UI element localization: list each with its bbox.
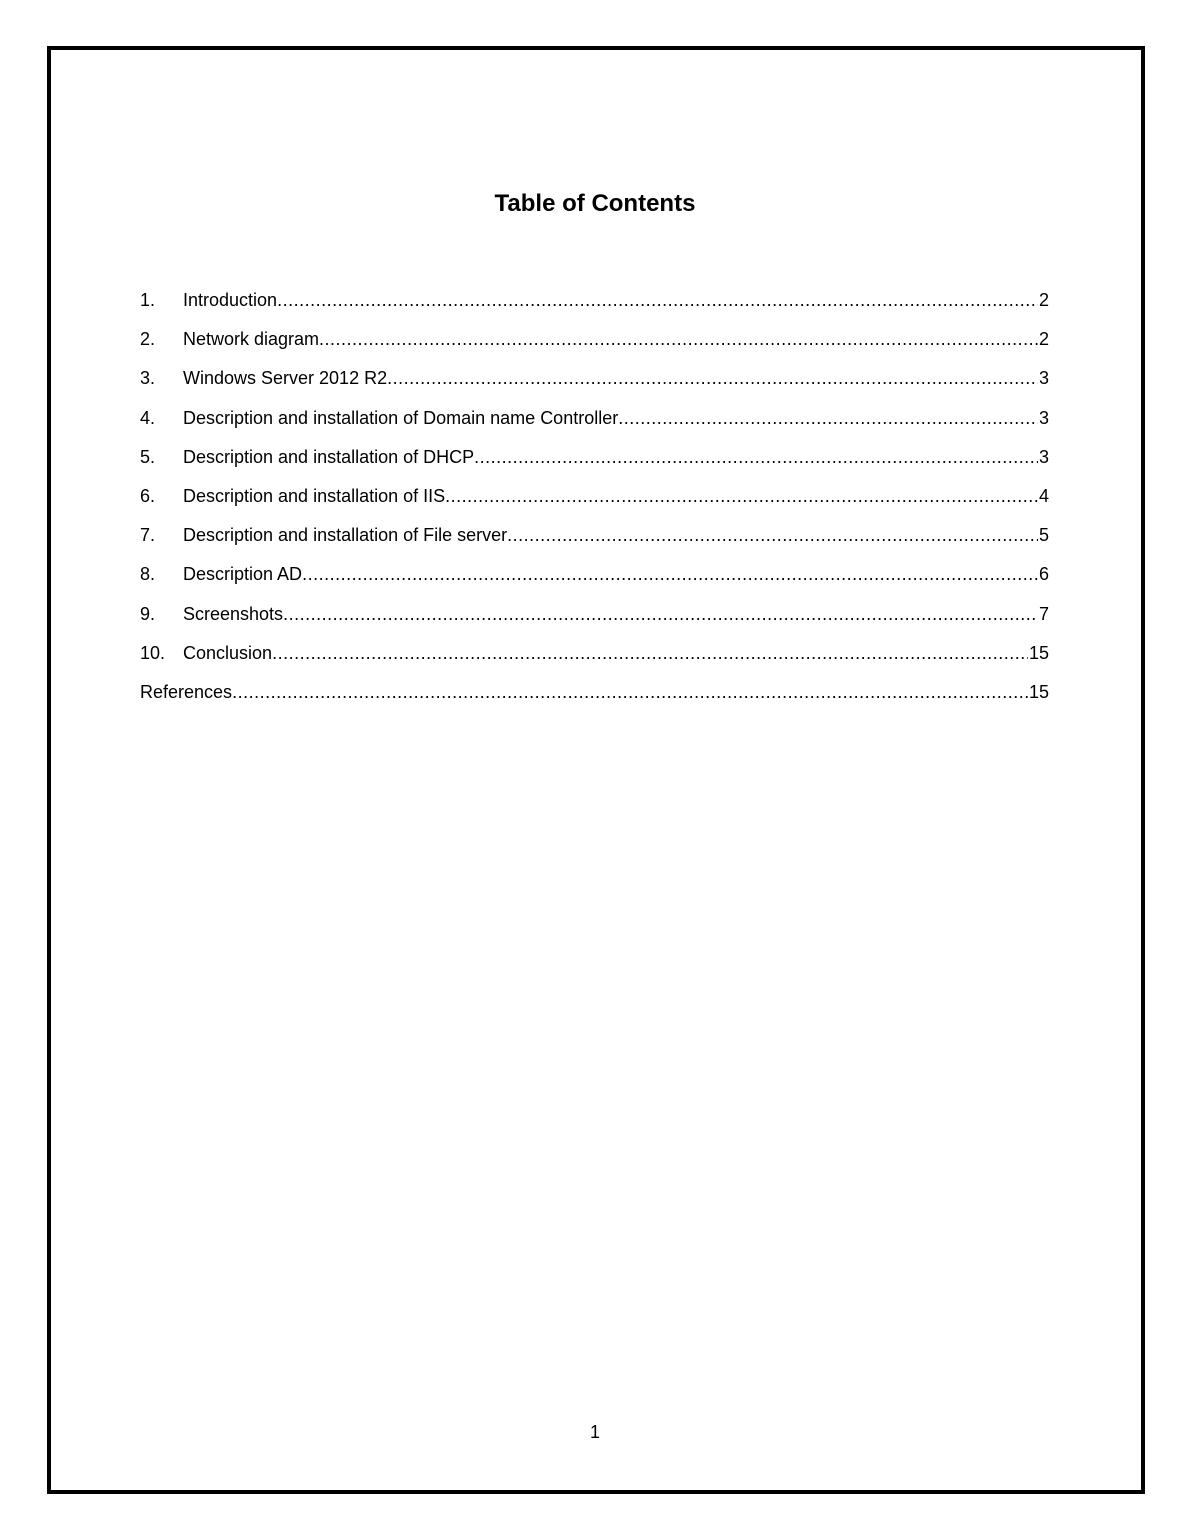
toc-entry-conclusion[interactable] [140, 639, 1049, 678]
toc-entry-page: 3 [1038, 368, 1049, 389]
toc-entry-page: 2 [1038, 290, 1049, 310]
toc-entry-text: Description AD [183, 564, 303, 585]
toc-leader-dots [474, 443, 1038, 471]
toc-entry-domain-controller[interactable] [140, 404, 1049, 443]
toc-leader-dots [302, 560, 1038, 588]
toc-entry-number: 3. [140, 368, 156, 389]
toc-entry-number: 6. [140, 485, 156, 506]
toc-title: Table of Contents [494, 190, 696, 217]
toc-entry-windows-server[interactable] [140, 364, 1049, 403]
toc-entry-text: Network diagram [183, 329, 320, 350]
toc-list [140, 286, 1049, 717]
toc-entry-dhcp[interactable] [140, 443, 1049, 482]
toc-entry-number: 10. [140, 642, 166, 663]
toc-leader-dots [507, 521, 1038, 549]
page-number: 1 [589, 1422, 600, 1442]
toc-entry-network-diagram[interactable] [140, 325, 1049, 364]
toc-entry-page: 6 [1038, 564, 1049, 585]
toc-leader-dots [283, 600, 1038, 628]
toc-entry-text: Screenshots [183, 603, 284, 624]
toc-entry-number: 7. [140, 525, 156, 546]
page-border [47, 46, 1145, 1494]
toc-leader-dots [445, 482, 1038, 510]
toc-entry-page: 3 [1038, 407, 1049, 428]
toc-entry-number: 5. [140, 446, 156, 467]
toc-entry-description-ad[interactable] [140, 560, 1049, 599]
toc-entry-number: 4. [140, 407, 156, 428]
toc-entry-number: 1. [140, 290, 156, 310]
toc-entry-page: 5 [1038, 525, 1049, 546]
toc-entry-introduction[interactable] [140, 286, 1049, 325]
toc-entry-references[interactable] [140, 678, 1049, 717]
toc-entry-number: 2. [140, 329, 156, 350]
toc-entry-file-server[interactable] [140, 521, 1049, 560]
toc-entry-text: Windows Server 2012 R2 [183, 368, 388, 389]
toc-leader-dots [232, 678, 1028, 706]
toc-entry-text: Introduction [183, 290, 278, 310]
toc-entry-number: 9. [140, 603, 156, 624]
toc-entry-page: 15 [1028, 681, 1049, 702]
toc-entry-page: 2 [1038, 329, 1049, 350]
toc-entry-page: 7 [1038, 603, 1049, 624]
toc-entry-text: Description and installation of DHCP [183, 446, 475, 467]
toc-entry-page: 3 [1038, 446, 1049, 467]
toc-leader-dots [277, 286, 1038, 314]
toc-entry-text: Description and installation of File server [183, 525, 508, 546]
toc-entry-page: 15 [1028, 642, 1049, 663]
toc-leader-dots [319, 325, 1038, 353]
toc-entry-text: Description and installation of Domain name Controller [183, 407, 619, 428]
toc-entry-screenshots[interactable] [140, 600, 1049, 639]
toc-entry-page: 4 [1038, 485, 1049, 506]
toc-entry-iis[interactable] [140, 482, 1049, 521]
toc-entry-text: References [140, 681, 233, 702]
toc-leader-dots [272, 639, 1028, 667]
toc-entry-text: Conclusion [183, 642, 273, 663]
toc-entry-text: Description and installation of IIS [183, 485, 446, 506]
toc-leader-dots [387, 364, 1038, 392]
toc-leader-dots [618, 404, 1038, 432]
toc-entry-number: 8. [140, 564, 156, 585]
